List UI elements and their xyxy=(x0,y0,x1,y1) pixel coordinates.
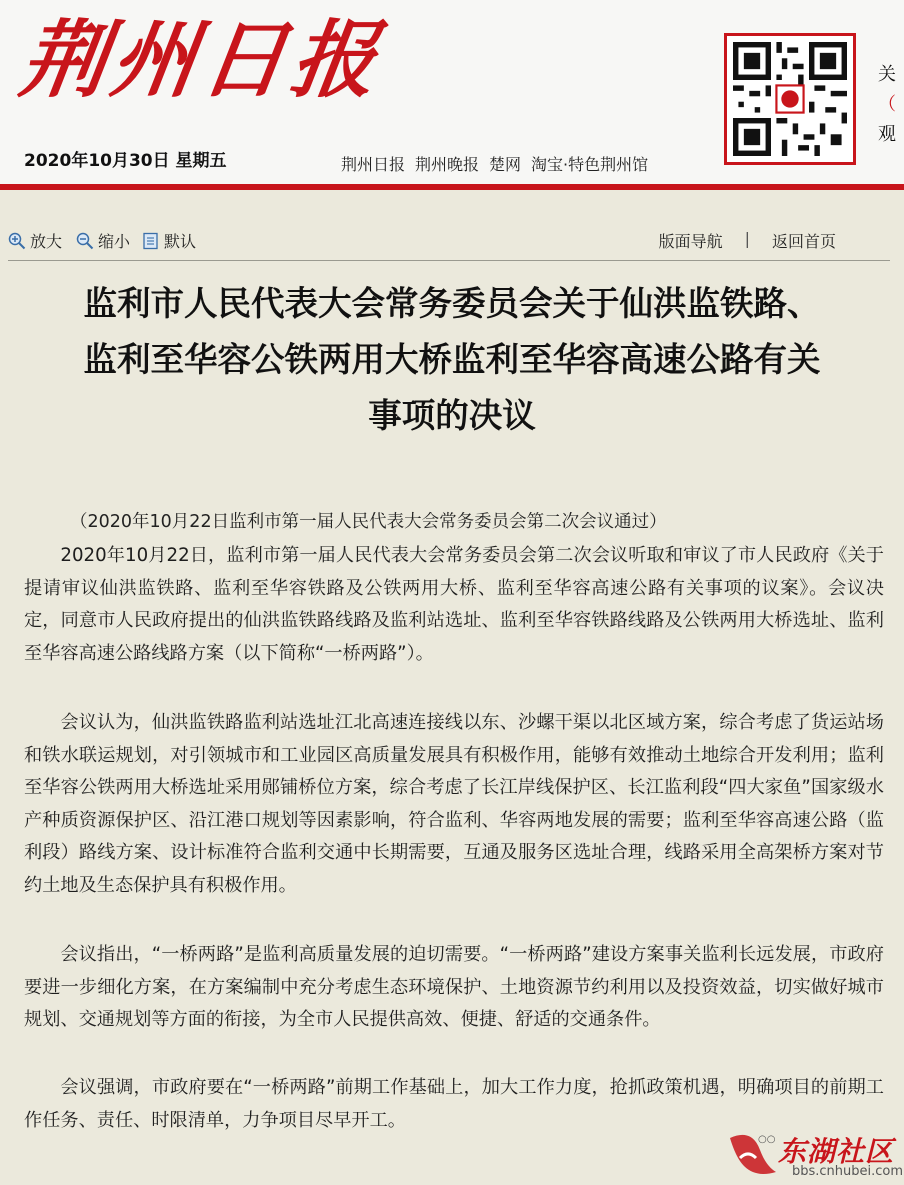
nav-link-jingzhou-evening[interactable]: 荆州晚报 xyxy=(415,155,480,174)
zoom-out-button[interactable] xyxy=(76,229,130,252)
header-red-rule xyxy=(0,184,904,190)
article-title xyxy=(8,276,896,444)
nav-link-chuwang[interactable]: 楚网 xyxy=(489,155,522,174)
title-line: 事项的决议 xyxy=(368,396,536,435)
link-separator: | xyxy=(744,229,750,248)
issue-date: 2020年10月30日 星期五 xyxy=(24,151,227,171)
title-line: 监利至华容公铁两用大桥监利至华容高速公路有关 xyxy=(83,340,821,379)
site-nav xyxy=(341,152,648,175)
article-paragraph: 会议强调，市政府要在“一桥两路”前期工作基础上，加大工作力度，抢抓政策机遇，明确项目的前期工作任务、责任、时限清单，力争项目尽早开工。 xyxy=(24,1077,884,1131)
page-links xyxy=(659,229,836,252)
nav-link-jingzhou-daily[interactable]: 荆州日报 xyxy=(341,155,406,174)
svg-text:○○: ○○ xyxy=(758,1134,776,1145)
document-icon xyxy=(142,232,160,250)
article-paragraph: 会议指出，“一桥两路”是监利高质量发展的迫切需要。“一桥两路”建设方案事关监利长远发展，市政府要进一步细化方案，在方案编制中充分考虑生态环境保护、土地资源节约利用以及投资效益，切实做好城市规划、交通规划等方面的衔接，为全市人民提供高效、便捷、舒适的交通条件。 xyxy=(24,944,884,1030)
default-size-label: 默认 xyxy=(164,232,197,251)
zoom-in-label: 放大 xyxy=(30,232,63,251)
title-line: 监利市人民代表大会常务委员会关于仙洪监铁路、 xyxy=(83,284,821,323)
zoom-out-label: 缩小 xyxy=(98,232,131,251)
watermark-logo-icon xyxy=(726,1128,778,1178)
toolbar-divider xyxy=(8,260,890,261)
default-size-button[interactable] xyxy=(142,229,196,252)
zoom-in-icon xyxy=(8,232,26,250)
article-paragraph: 2020年10月22日，监利市第一届人民代表大会常务委员会第二次会议听取和审议了市人民政府《关于提请审议仙洪监铁路、监利至华容铁路及公铁两用大桥、监利至华容高速公路有关事项的议案》。会议决定，同意市人民政府提出的仙洪监铁路线路及监利站选址、监利至华容铁路线路及公铁两用大桥选址、监利至华容高速公路线路方案（以下简称“一桥两路”）。 xyxy=(24,545,884,664)
masthead xyxy=(0,0,904,190)
home-link[interactable]: 返回首页 xyxy=(771,232,836,251)
layout-nav-link[interactable]: 版面导航 xyxy=(658,232,723,251)
nav-link-taobao-store[interactable]: 淘宝·特色荆州馆 xyxy=(531,155,649,174)
zoom-out-icon xyxy=(76,232,94,250)
qr-code-icon xyxy=(724,33,856,165)
side-promo-text xyxy=(878,60,896,150)
watermark-brand: 东湖社区 xyxy=(778,1135,895,1168)
side-text-line: 观 xyxy=(878,124,896,145)
article-paragraph: 会议认为，仙洪监铁路监利站选址江北高速连接线以东、沙螺干渠以北区域方案，综合考虑了货运站场和铁水联运规划，对引领城市和工业园区高质量发展具有积极作用，能够有效推动土地综合开发利用；监利至华容公铁两用大桥选址采用郧铺桥位方案，综合考虑了长江岸线保护区、长江监利段“四大家鱼”国家级水产种质资源保护区、沿江港口规划等因素影响，符合监利、华容两地发展的需要；监利至华容高速公路（监利段）路线方案、设计标准符合监利交通中长期需要，互通及服务区选址合理，线路采用全高架桥方案对节约土地及生态保护具有积极作用。 xyxy=(24,712,884,896)
toolbar xyxy=(0,222,904,258)
watermark xyxy=(722,1124,904,1185)
side-text-line: 关 xyxy=(878,64,896,85)
zoom-in-button[interactable] xyxy=(8,229,62,252)
watermark-url: bbs.cnhubei.com xyxy=(792,1164,904,1179)
side-text-line: （ xyxy=(878,94,896,115)
newspaper-logo[interactable]: 荆州日报 xyxy=(15,10,390,109)
article-subtitle: （2020年10月22日监利市第一届人民代表大会常务委员会第二次会议通过） xyxy=(70,512,667,532)
